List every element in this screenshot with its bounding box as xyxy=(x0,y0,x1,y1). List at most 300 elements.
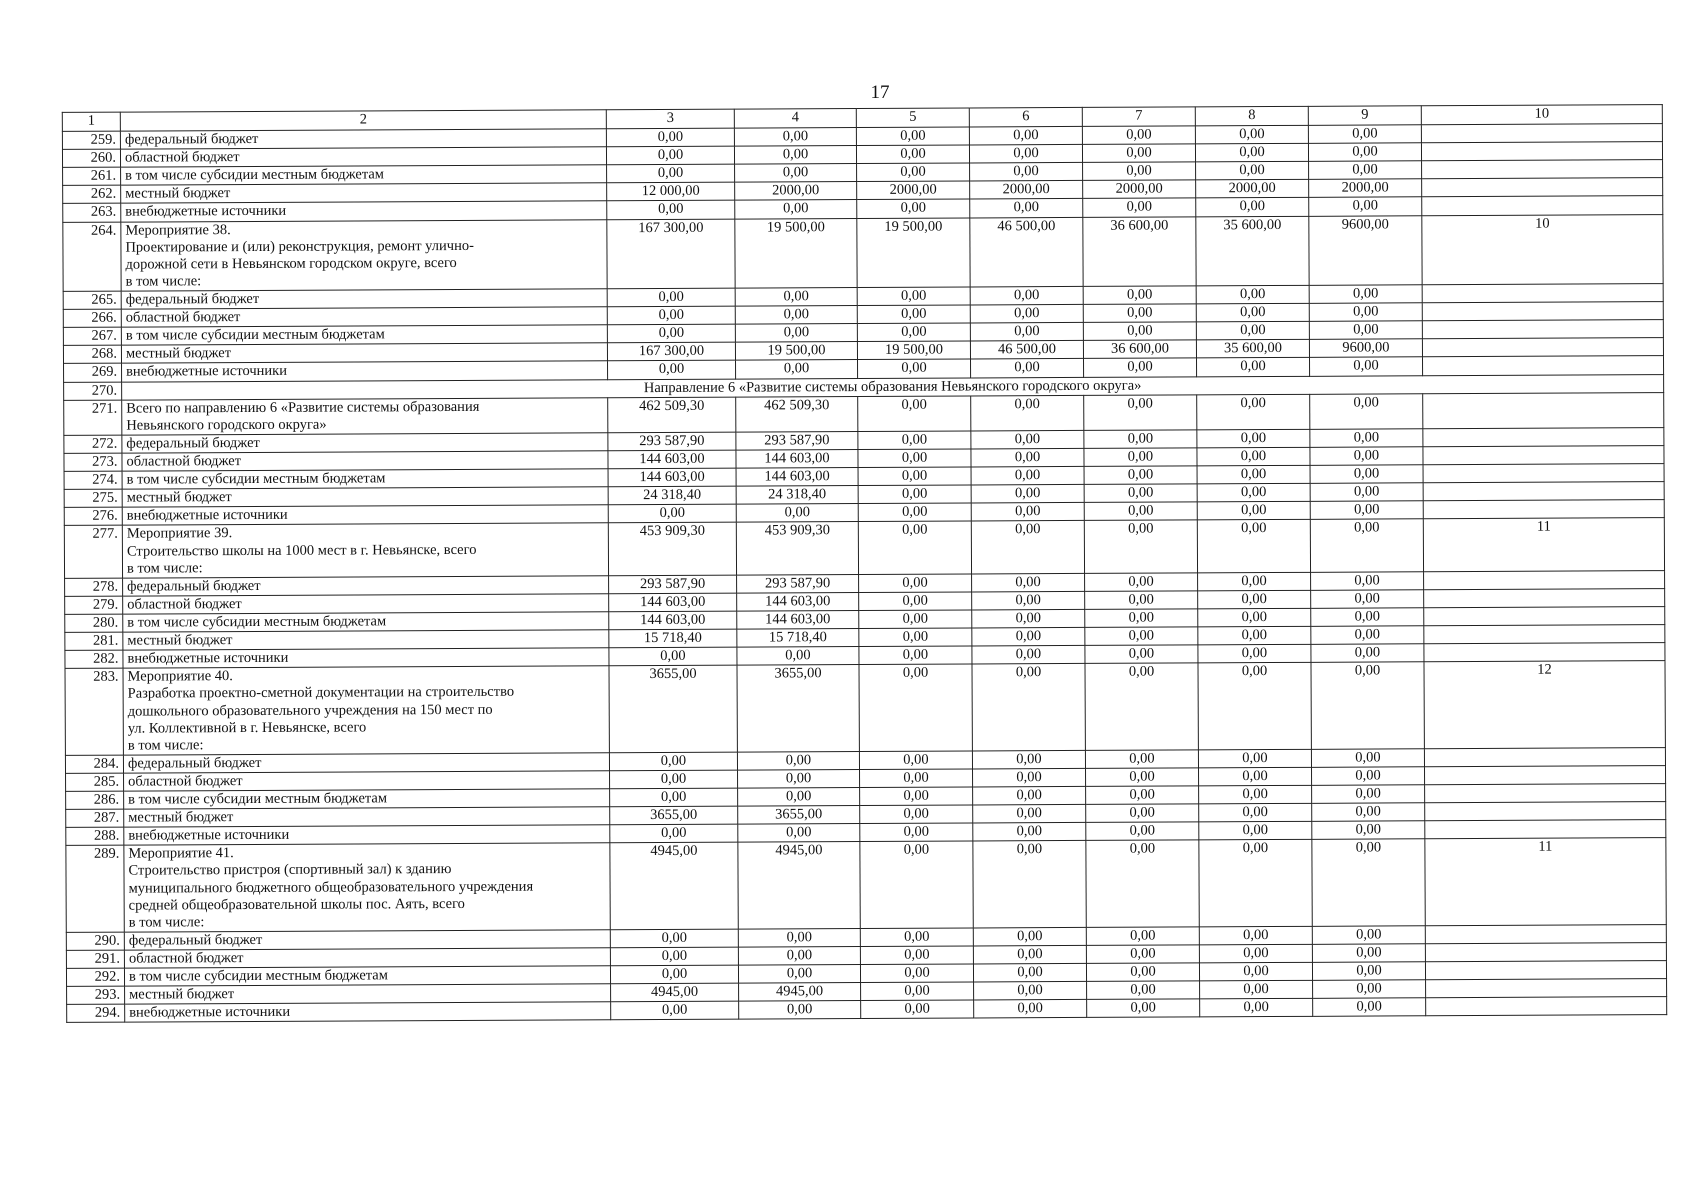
value-cell: 3655,00 xyxy=(609,665,737,752)
value-cell: 0,00 xyxy=(606,128,734,147)
value-cell: 0,00 xyxy=(1313,998,1426,1017)
value-cell: 0,00 xyxy=(860,805,973,824)
value-cell: 0,00 xyxy=(1311,608,1424,627)
value-cell: 0,00 xyxy=(858,396,971,432)
value-cell: 4945,00 xyxy=(739,983,861,1002)
value-cell: 167 300,00 xyxy=(607,342,735,361)
value-cell: 0,00 xyxy=(971,359,1084,378)
column-10-cell: 10 xyxy=(1422,214,1663,285)
value-cell: 453 909,30 xyxy=(736,522,858,575)
column-header: 4 xyxy=(734,109,856,129)
value-cell: 167 300,00 xyxy=(607,219,735,289)
row-number: 282. xyxy=(65,650,123,668)
value-cell: 0,00 xyxy=(1196,322,1309,341)
column-header: 7 xyxy=(1082,107,1195,127)
row-name: внебюджетные источники xyxy=(122,505,608,525)
value-cell: 0,00 xyxy=(857,287,970,306)
value-cell: 0,00 xyxy=(1084,430,1197,449)
row-number: 289. xyxy=(66,845,124,932)
value-cell: 0,00 xyxy=(1199,962,1312,981)
column-10-cell xyxy=(1425,802,1666,821)
value-cell: 0,00 xyxy=(1082,126,1195,145)
value-cell: 0,00 xyxy=(1312,839,1425,926)
row-number: 259. xyxy=(62,131,120,149)
value-cell: 0,00 xyxy=(1310,465,1423,484)
row-name: внебюджетные источники xyxy=(121,201,607,221)
value-cell: 0,00 xyxy=(1196,162,1309,181)
value-cell: 0,00 xyxy=(1084,466,1197,485)
value-cell: 0,00 xyxy=(969,126,1082,145)
row-name: областной бюджет xyxy=(122,451,608,471)
value-cell: 0,00 xyxy=(859,628,972,647)
row-name: местный бюджет xyxy=(122,487,608,507)
value-cell: 2000,00 xyxy=(1196,180,1309,199)
row-number: 265. xyxy=(63,291,121,309)
value-cell: 0,00 xyxy=(856,127,969,146)
value-cell: 0,00 xyxy=(607,164,735,183)
value-cell: 0,00 xyxy=(1200,999,1313,1018)
row-number: 262. xyxy=(63,185,121,203)
value-cell: 2000,00 xyxy=(735,182,857,201)
table-row xyxy=(63,214,1663,291)
value-cell: 0,00 xyxy=(735,288,857,307)
row-name: областной бюджет xyxy=(124,771,610,791)
value-cell: 0,00 xyxy=(860,928,973,947)
value-cell: 0,00 xyxy=(1198,572,1311,591)
value-cell: 0,00 xyxy=(1311,767,1424,786)
column-header: 9 xyxy=(1308,106,1421,126)
value-cell: 144 603,00 xyxy=(737,592,859,611)
value-cell: 0,00 xyxy=(1311,644,1424,663)
value-cell: 0,00 xyxy=(971,467,1084,486)
column-10-cell xyxy=(1422,338,1663,357)
value-cell: 9600,00 xyxy=(1309,215,1422,285)
row-name: в том числе субсидии местным бюджетам xyxy=(121,165,607,185)
column-10-cell xyxy=(1422,302,1663,321)
value-cell: 0,00 xyxy=(1313,980,1426,999)
value-cell: 0,00 xyxy=(858,449,971,468)
row-number: 283. xyxy=(65,668,123,755)
value-cell: 0,00 xyxy=(1309,303,1422,322)
value-cell: 2000,00 xyxy=(970,181,1083,200)
value-cell: 0,00 xyxy=(1195,125,1308,144)
value-cell: 0,00 xyxy=(1084,448,1197,467)
row-number: 285. xyxy=(66,773,124,791)
value-cell: 0,00 xyxy=(1196,285,1309,304)
column-10-cell xyxy=(1424,747,1665,766)
value-cell: 0,00 xyxy=(609,752,737,771)
table-row xyxy=(65,661,1665,755)
value-cell: 0,00 xyxy=(735,306,857,325)
row-number: 267. xyxy=(63,327,121,345)
value-cell: 0,00 xyxy=(1199,767,1312,786)
value-cell: 462 509,30 xyxy=(736,396,858,432)
value-cell: 0,00 xyxy=(738,947,860,966)
row-name: федеральный бюджет xyxy=(123,753,609,773)
value-cell: 0,00 xyxy=(1085,609,1198,628)
value-cell: 0,00 xyxy=(970,305,1083,324)
row-name: местный бюджет xyxy=(121,183,607,203)
value-cell: 0,00 xyxy=(857,323,970,342)
value-cell: 0,00 xyxy=(1086,945,1199,964)
value-cell: 144 603,00 xyxy=(736,468,858,487)
value-cell: 0,00 xyxy=(1310,447,1423,466)
row-name-line: Строительство школы на 1000 мест в г. Невьянске, всего xyxy=(126,541,477,560)
value-cell: 0,00 xyxy=(608,504,736,523)
row-name-line: дорожной сети в Невьянском городском округе, всего xyxy=(125,254,457,273)
row-number: 277. xyxy=(64,526,122,579)
value-cell: 0,00 xyxy=(607,324,735,343)
value-cell: 0,00 xyxy=(607,288,735,307)
value-cell: 0,00 xyxy=(735,200,857,219)
value-cell: 0,00 xyxy=(1310,429,1423,448)
row-number: 286. xyxy=(66,791,124,809)
column-10-cell: 11 xyxy=(1425,838,1666,926)
value-cell: 293 587,90 xyxy=(737,574,859,593)
row-name-line: Проектирование и (или) реконструкция, ремонт улично- xyxy=(125,237,474,256)
value-cell: 0,00 xyxy=(1084,358,1197,377)
value-cell: 0,00 xyxy=(974,1000,1087,1019)
row-name: внебюджетные источники xyxy=(122,361,608,381)
value-cell: 46 500,00 xyxy=(970,341,1083,360)
value-cell: 0,00 xyxy=(1198,644,1311,663)
value-cell: 9600,00 xyxy=(1309,339,1422,358)
value-cell: 0,00 xyxy=(859,751,972,770)
row-name-line: средней общеобразовательной школы пос. Аять, всего xyxy=(128,895,465,914)
column-10-cell xyxy=(1424,607,1665,626)
column-10-cell xyxy=(1421,124,1662,143)
value-cell: 0,00 xyxy=(1310,483,1423,502)
column-10-cell xyxy=(1423,482,1664,501)
row-name: федеральный бюджет xyxy=(120,129,606,149)
value-cell: 0,00 xyxy=(858,359,971,378)
value-cell: 0,00 xyxy=(860,769,973,788)
value-cell: 0,00 xyxy=(1198,663,1311,750)
row-name: федеральный бюджет xyxy=(121,289,607,309)
value-cell: 0,00 xyxy=(971,430,1084,449)
value-cell: 0,00 xyxy=(1197,447,1310,466)
value-cell: 19 500,00 xyxy=(735,342,857,361)
value-cell: 0,00 xyxy=(858,503,971,522)
row-name-line: Разработка проектно-сметной документации на строительство xyxy=(127,684,515,702)
value-cell: 0,00 xyxy=(1086,786,1199,805)
row-name-line: в том числе: xyxy=(125,273,202,290)
row-name-line: Мероприятие 39. xyxy=(126,525,233,543)
row-name: федеральный бюджет xyxy=(123,575,609,595)
row-name: в том числе субсидии местным бюджетам xyxy=(124,966,610,986)
row-name-line: Невьянского городского округа» xyxy=(126,416,327,434)
value-cell: 2000,00 xyxy=(1309,179,1422,198)
value-cell: 0,00 xyxy=(973,841,1086,928)
value-cell: 0,00 xyxy=(738,788,860,807)
row-name xyxy=(123,666,609,755)
value-cell: 462 509,30 xyxy=(608,397,736,433)
column-10-cell xyxy=(1422,356,1663,375)
row-number: 291. xyxy=(66,950,124,968)
value-cell: 0,00 xyxy=(609,647,737,666)
column-10-cell xyxy=(1422,178,1663,197)
value-cell: 0,00 xyxy=(1197,502,1310,521)
row-name: в том числе субсидии местным бюджетам xyxy=(122,469,608,489)
value-cell: 0,00 xyxy=(610,788,738,807)
row-number: 263. xyxy=(63,204,121,222)
value-cell: 0,00 xyxy=(1086,768,1199,787)
row-name-line: Мероприятие 40. xyxy=(127,668,233,685)
column-10-cell xyxy=(1423,446,1664,465)
value-cell: 0,00 xyxy=(734,146,856,165)
value-cell: 0,00 xyxy=(1311,590,1424,609)
value-cell: 0,00 xyxy=(607,201,735,220)
value-cell: 0,00 xyxy=(858,521,971,574)
value-cell: 0,00 xyxy=(971,485,1084,504)
value-cell: 19 500,00 xyxy=(857,218,970,288)
value-cell: 0,00 xyxy=(860,787,973,806)
row-name-line: в том числе: xyxy=(126,559,203,577)
value-cell: 0,00 xyxy=(861,1000,974,1019)
row-name: внебюджетные источники xyxy=(124,825,610,845)
column-10-cell xyxy=(1426,979,1667,998)
value-cell: 0,00 xyxy=(970,286,1083,305)
value-cell: 0,00 xyxy=(1311,626,1424,645)
value-cell: 0,00 xyxy=(1197,465,1310,484)
value-cell: 0,00 xyxy=(973,805,1086,824)
value-cell: 144 603,00 xyxy=(736,449,858,468)
row-number: 266. xyxy=(63,309,121,327)
value-cell: 0,00 xyxy=(972,627,1085,646)
value-cell: 36 600,00 xyxy=(1083,340,1196,359)
value-cell: 0,00 xyxy=(857,163,970,182)
value-cell: 144 603,00 xyxy=(609,611,737,630)
column-header: 2 xyxy=(120,110,606,131)
value-cell: 0,00 xyxy=(972,573,1085,592)
value-cell: 0,00 xyxy=(1311,572,1424,591)
value-cell: 0,00 xyxy=(973,768,1086,787)
value-cell: 0,00 xyxy=(1312,821,1425,840)
value-cell: 0,00 xyxy=(1196,198,1309,217)
value-cell: 36 600,00 xyxy=(1083,216,1196,286)
value-cell: 0,00 xyxy=(1199,840,1312,927)
value-cell: 0,00 xyxy=(1198,626,1311,645)
row-name xyxy=(122,523,608,578)
value-cell: 0,00 xyxy=(608,361,736,380)
value-cell: 4945,00 xyxy=(610,842,738,929)
value-cell: 0,00 xyxy=(1084,502,1197,521)
value-cell: 35 600,00 xyxy=(1196,216,1309,286)
row-name-line: в том числе: xyxy=(127,736,204,754)
column-header: 10 xyxy=(1421,105,1662,125)
value-cell: 0,00 xyxy=(1085,573,1198,592)
value-cell: 0,00 xyxy=(858,467,971,486)
row-name: внебюджетные источники xyxy=(123,648,609,668)
value-cell: 0,00 xyxy=(734,128,856,147)
column-10-cell xyxy=(1425,820,1666,839)
row-name: в том числе субсидии местным бюджетам xyxy=(123,612,609,632)
column-header: 3 xyxy=(606,109,734,129)
value-cell: 0,00 xyxy=(607,306,735,325)
row-name: местный бюджет xyxy=(121,343,607,363)
value-cell: 0,00 xyxy=(738,965,860,984)
column-10-cell xyxy=(1425,943,1666,962)
value-cell: 0,00 xyxy=(859,664,972,751)
value-cell: 0,00 xyxy=(1311,662,1424,749)
value-cell: 0,00 xyxy=(858,431,971,450)
value-cell: 0,00 xyxy=(1199,822,1312,841)
column-header: 8 xyxy=(1195,106,1308,126)
value-cell: 0,00 xyxy=(1199,944,1312,963)
value-cell: 0,00 xyxy=(1086,804,1199,823)
value-cell: 0,00 xyxy=(1309,161,1422,180)
row-number: 260. xyxy=(62,149,120,167)
row-number: 287. xyxy=(66,809,124,827)
row-number: 279. xyxy=(65,596,123,614)
row-number: 294. xyxy=(67,1004,125,1022)
value-cell: 0,00 xyxy=(860,823,973,842)
row-name: в том числе субсидии местным бюджетам xyxy=(121,325,607,345)
value-cell: 0,00 xyxy=(1087,981,1200,1000)
value-cell: 144 603,00 xyxy=(609,593,737,612)
value-cell: 0,00 xyxy=(1085,663,1198,750)
value-cell: 0,00 xyxy=(861,982,974,1001)
value-cell: 0,00 xyxy=(1308,143,1421,162)
column-10-cell xyxy=(1424,588,1665,607)
value-cell: 0,00 xyxy=(973,823,1086,842)
value-cell: 0,00 xyxy=(1308,125,1421,144)
value-cell: 0,00 xyxy=(610,824,738,843)
value-cell: 0,00 xyxy=(860,964,973,983)
column-10-cell xyxy=(1422,284,1663,303)
value-cell: 0,00 xyxy=(859,610,972,629)
value-cell: 0,00 xyxy=(1083,304,1196,323)
value-cell: 0,00 xyxy=(737,751,859,770)
value-cell: 0,00 xyxy=(857,305,970,324)
value-cell: 0,00 xyxy=(736,504,858,523)
row-number: 281. xyxy=(65,632,123,650)
table-body xyxy=(62,124,1666,1023)
row-name: областной бюджет xyxy=(124,948,610,968)
row-number: 293. xyxy=(67,986,125,1004)
value-cell: 0,00 xyxy=(973,927,1086,946)
value-cell: 0,00 xyxy=(973,945,1086,964)
value-cell: 2000,00 xyxy=(1083,180,1196,199)
column-10-cell xyxy=(1422,160,1663,179)
row-name-line: Всего по направлению 6 «Развитие системы образования xyxy=(126,398,480,417)
value-cell: 0,00 xyxy=(1198,749,1311,768)
row-name: внебюджетные источники xyxy=(125,1002,611,1022)
value-cell: 0,00 xyxy=(1199,803,1312,822)
value-cell: 0,00 xyxy=(611,1001,739,1020)
value-cell: 0,00 xyxy=(1309,321,1422,340)
value-cell: 0,00 xyxy=(857,199,970,218)
value-cell: 0,00 xyxy=(1197,429,1310,448)
row-name: местный бюджет xyxy=(123,630,609,650)
row-number: 269. xyxy=(64,364,122,382)
column-header: 5 xyxy=(856,108,969,128)
row-name: областной бюджет xyxy=(121,307,607,327)
value-cell: 0,00 xyxy=(1309,357,1422,376)
column-10-cell xyxy=(1424,625,1665,644)
value-cell: 0,00 xyxy=(737,647,859,666)
value-cell: 0,00 xyxy=(1310,519,1423,572)
row-name-line: Мероприятие 38. xyxy=(125,221,231,239)
value-cell: 0,00 xyxy=(738,769,860,788)
value-cell: 35 600,00 xyxy=(1196,340,1309,359)
row-number: 270. xyxy=(64,382,122,400)
row-number: 272. xyxy=(64,435,122,453)
value-cell: 0,00 xyxy=(736,360,858,379)
column-10-cell xyxy=(1425,961,1666,980)
row-number: 261. xyxy=(63,167,121,185)
value-cell: 3655,00 xyxy=(737,665,859,752)
value-cell: 0,00 xyxy=(610,929,738,948)
value-cell: 0,00 xyxy=(974,982,1087,1001)
value-cell: 0,00 xyxy=(1086,927,1199,946)
value-cell: 0,00 xyxy=(1310,501,1423,520)
budget-table xyxy=(62,104,1667,1023)
column-10-cell xyxy=(1423,392,1664,428)
value-cell: 0,00 xyxy=(1084,395,1197,431)
value-cell: 0,00 xyxy=(1312,944,1425,963)
value-cell: 0,00 xyxy=(972,609,1085,628)
value-cell: 144 603,00 xyxy=(608,450,736,469)
row-name: местный бюджет xyxy=(125,984,611,1004)
row-number: 264. xyxy=(63,222,121,292)
value-cell: 0,00 xyxy=(1085,750,1198,769)
column-10-cell xyxy=(1421,142,1662,161)
value-cell: 0,00 xyxy=(1309,197,1422,216)
value-cell: 453 909,30 xyxy=(608,523,736,576)
row-name: федеральный бюджет xyxy=(122,433,608,453)
value-cell: 0,00 xyxy=(610,947,738,966)
value-cell: 2000,00 xyxy=(857,181,970,200)
value-cell: 0,00 xyxy=(1312,926,1425,945)
row-name: федеральный бюджет xyxy=(124,930,610,950)
column-10-cell xyxy=(1422,196,1663,215)
row-name: областной бюджет xyxy=(123,594,609,614)
value-cell: 0,00 xyxy=(1195,143,1308,162)
row-number: 288. xyxy=(66,827,124,845)
value-cell: 0,00 xyxy=(735,324,857,343)
row-number: 274. xyxy=(64,471,122,489)
value-cell: 0,00 xyxy=(1087,999,1200,1018)
value-cell: 0,00 xyxy=(1197,484,1310,503)
row-name-line: Строительство пристроя (спортивный зал) к зданию xyxy=(128,861,452,880)
value-cell: 0,00 xyxy=(1197,394,1310,430)
value-cell: 0,00 xyxy=(739,1001,861,1020)
value-cell: 0,00 xyxy=(970,163,1083,182)
column-10-cell xyxy=(1422,320,1663,339)
value-cell: 0,00 xyxy=(1312,962,1425,981)
row-number: 292. xyxy=(66,968,124,986)
value-cell: 0,00 xyxy=(860,946,973,965)
value-cell: 0,00 xyxy=(972,591,1085,610)
value-cell: 0,00 xyxy=(1198,590,1311,609)
value-cell: 0,00 xyxy=(1199,785,1312,804)
table-row xyxy=(64,518,1664,578)
value-cell: 0,00 xyxy=(1309,285,1422,304)
value-cell: 0,00 xyxy=(972,646,1085,665)
value-cell: 0,00 xyxy=(1312,785,1425,804)
column-10-cell xyxy=(1423,427,1664,446)
row-name-line: Мероприятие 41. xyxy=(128,845,234,862)
value-cell: 0,00 xyxy=(1083,162,1196,181)
value-cell: 0,00 xyxy=(973,964,1086,983)
row-number: 275. xyxy=(64,489,122,507)
column-10-cell xyxy=(1424,570,1665,589)
value-cell: 0,00 xyxy=(971,395,1084,431)
value-cell: 24 318,40 xyxy=(608,486,736,505)
value-cell: 0,00 xyxy=(1086,963,1199,982)
table-row xyxy=(66,838,1666,932)
